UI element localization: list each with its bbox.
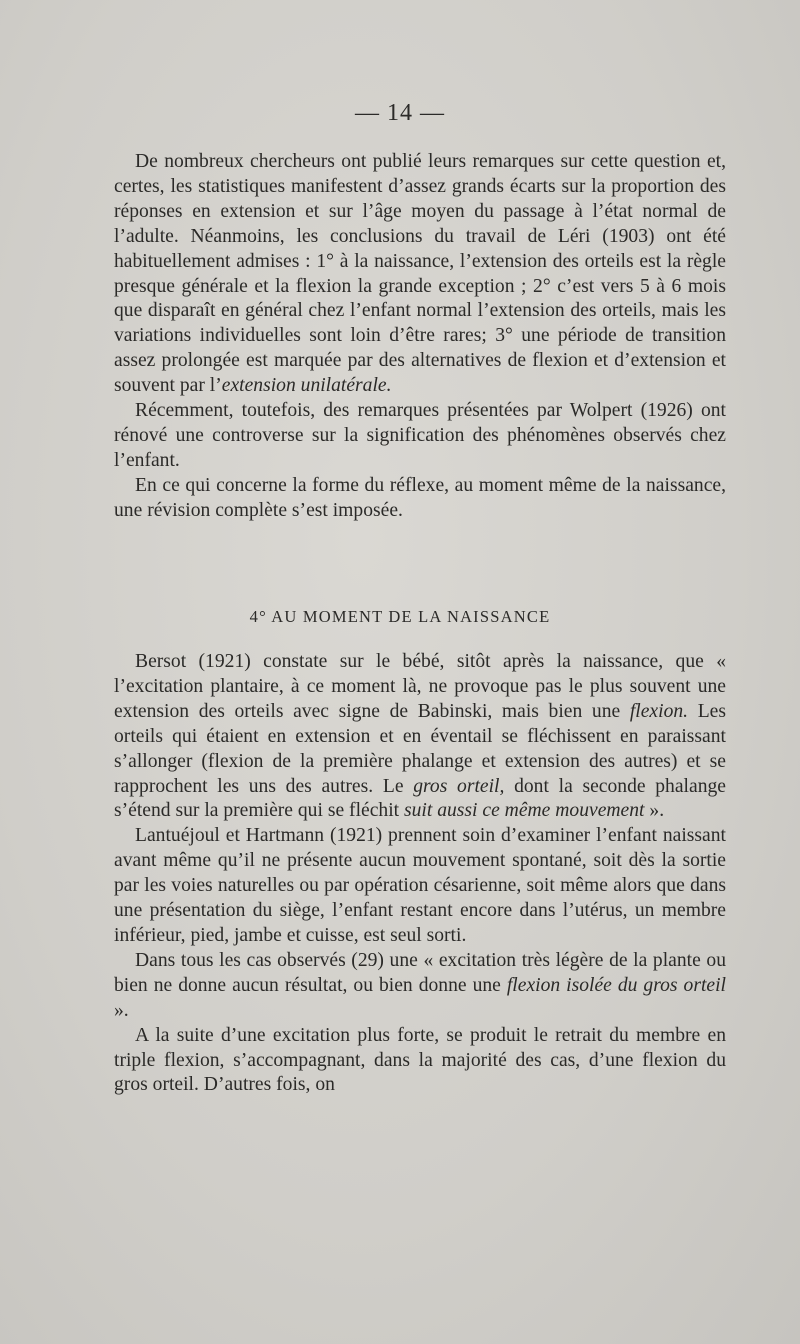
- italic-phrase: flexion isolée du gros orteil: [506, 974, 726, 996]
- paragraph-lantuejoul-hartmann: Lantuéjoul et Hartmann (1921) prennent soin d’examiner l’enfant naissant avant même qu’il ne présente aucun mouvement spontané, soit dès la sortie par les voies naturelles ou par opération césarienne, soit même alors que dans une présentation du siège, l’enfant restant encore dans l’utérus, un membre inférieur, pied, jambe et cuisse, est seul sorti.: [114, 825, 726, 946]
- page-number: — 14 —: [355, 100, 445, 126]
- section-heading: 4° AU MOMENT DE LA NAISSANCE: [249, 607, 551, 626]
- body-text-section-2: [114, 650, 726, 1098]
- italic-phrase: gros orteil,: [413, 775, 505, 797]
- italic-phrase: extension unilatérale.: [221, 375, 392, 397]
- paragraph-text: De nombreux chercheurs ont publié leurs remarques sur cette question et, certes, les statistiques manifestent d’assez grands écarts sur la proportion des réponses en extension et sur l’âge moyen du passage à l’état normal de l’adulte. Néanmoins, les conclusions du travail de Léri (1903) ont été habituellement admises : 1° à la naissance, l’extension des orteils est la règle presque générale et la flexion la grande exception ; 2° c’est vers 5 à 6 mois que disparaît en général chez l’enfant normal l’extension des orteils, mais les variations individuelles sont loin d’être rares; 3° une période de transition assez prolongée est marquée par des alternatives de flexion et d’extension et souvent par l’: [114, 151, 726, 397]
- paragraph-wolpert: Récemment, toutefois, des remarques présentées par Wolpert (1926) ont rénové une controverse sur la signification des phénomènes observés chez l’enfant.: [114, 400, 726, 471]
- italic-phrase: flexion.: [629, 700, 689, 722]
- paragraph-text: dont la seconde phalange s’étend sur la première qui se fléchit: [114, 775, 726, 822]
- paragraph-conclusions-leri: [114, 150, 726, 399]
- paragraph-text: Dans tous les cas observés (29) une « excitation très légère de la plante ou bien ne donne aucun résultat, ou bien donne une: [114, 949, 726, 996]
- paragraph-bersot: [114, 650, 726, 824]
- paragraph-forme-reflexe: En ce qui concerne la forme du réflexe, au moment même de la naissance, une révision complète s’est imposée.: [114, 474, 726, 521]
- paragraph-cas-observes: [114, 949, 726, 1024]
- italic-phrase: suit aussi ce même mouvement: [403, 800, 645, 822]
- paragraph-text: Les orteils qui étaient en extension et en éventail se fléchissent en paraissant s’allonger (flexion de la première phalange et extension des autres) et se rapprochent les uns des autres. Le: [114, 700, 726, 797]
- paragraph-excitation-forte: A la suite d’une excitation plus forte, se produit le retrait du membre en triple flexion, s’accompagnant, dans la majorité des cas, d’une flexion du gros orteil. D’autres fois, on: [114, 1024, 726, 1096]
- paragraph-text: Bersot (1921) constate sur le bébé, sitôt après la naissance, que « l’excitation plantaire, à ce moment là, ne provoque pas le plus souvent une extension des orteils avec signe de Babinski, mais bien une: [114, 651, 726, 722]
- paragraph-text: ».: [114, 999, 129, 1021]
- paragraph-text: ».: [644, 800, 665, 822]
- body-text-section-1: [114, 150, 726, 524]
